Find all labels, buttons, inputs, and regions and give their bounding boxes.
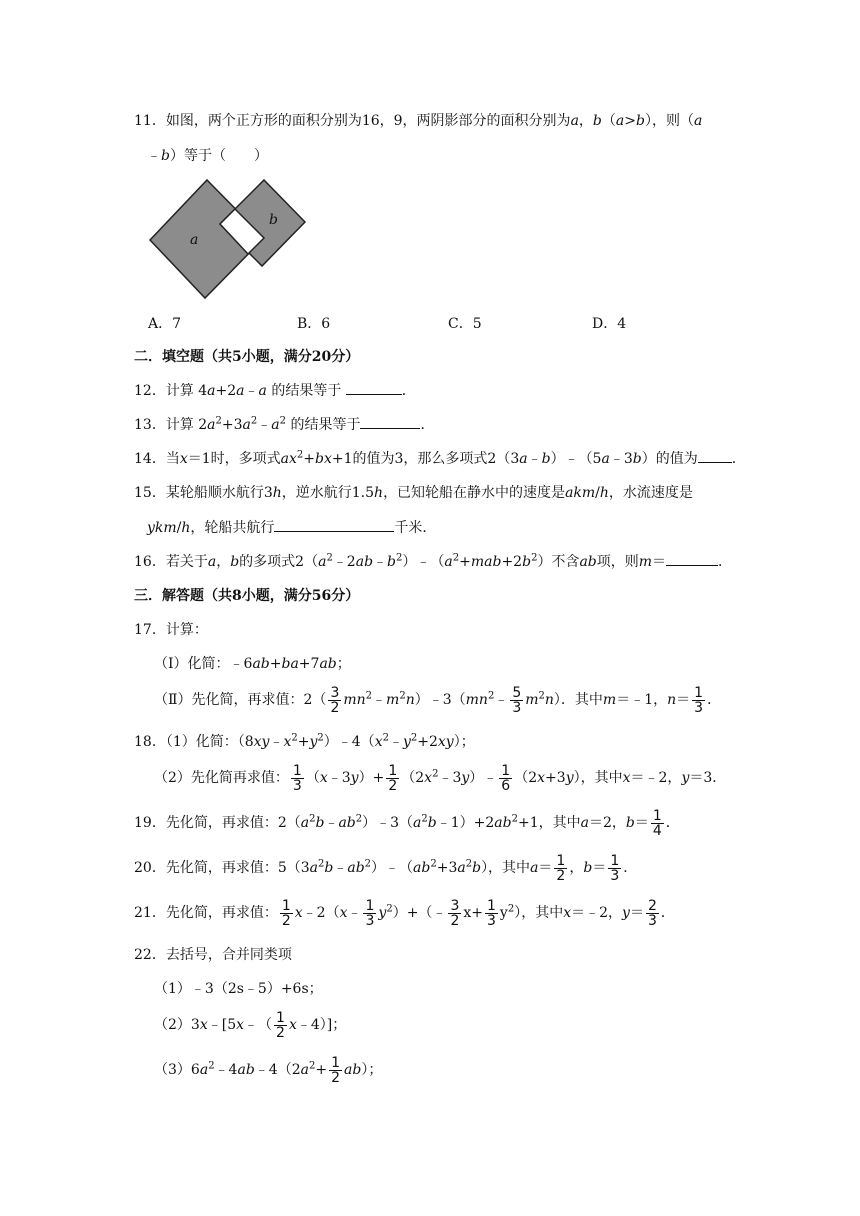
- fraction: $\frac{1}{2}$: [276, 1009, 285, 1041]
- fraction: $\frac{3}{2}$: [330, 684, 340, 716]
- q15-line1: 15．某轮船顺水航行3h，逆水航行1.5h，已知轮船在静水中的速度是akm/h，水流速度是: [134, 485, 693, 501]
- q11-option-d[interactable]: D．4: [592, 316, 627, 332]
- fraction: $\frac{1}{3}$: [694, 684, 704, 716]
- section3-heading: 三．解答题（共8小题，满分56分）: [134, 588, 360, 604]
- fraction: $\frac{1}{3}$: [365, 897, 375, 929]
- q11-line1: 11．如图，两个正方形的面积分别为16，9，两阴影部分的面积分别为a，b（a>b），则（a: [134, 113, 703, 129]
- fraction: $\frac{1}{4}$: [652, 807, 662, 839]
- q11-figure: [148, 178, 308, 300]
- q12: 12．计算 4a+2a﹣a 的结果等于 ．: [134, 380, 416, 402]
- q22-part3: $(3)6a^2﹣4ab﹣4(2a^2+$ $\frac{1}{2}$ ab）；: [154, 1054, 383, 1086]
- fraction: $\frac{2}{3}$: [647, 897, 657, 929]
- q13: 13．计算 $2a^2+3a^2﹣a^2$ 的结果等于 ．: [134, 415, 435, 433]
- q11-option-c[interactable]: C．5: [448, 316, 482, 332]
- q14: 14．当x＝1时，多项式$ax^2+bx+1$的值为3，那么多项式2（3a﹣b）﹣（5a﹣3b）的值为 ．: [134, 449, 746, 467]
- q17-title: 17．计算：: [134, 622, 208, 638]
- q20: 20．先化简，再求值：$5(3a^2b﹣ab^2)﹣(ab^2+3a^2b)$，其中a＝ $\frac{1}{2}$ ，b＝ $\frac{1}{3}$ ．: [134, 852, 638, 884]
- q21: 21．先化简，再求值： $\frac{1}{2}$ x﹣2（x﹣ $\frac{1}{3}$ $y^2)+(﹣$ $\frac{3}{2}$ x+ $\frac{1}{3}$ $y^2$），其中x＝﹣2，y＝ $\frac{2}{3}$ ．: [134, 897, 675, 929]
- answer-blank[interactable]: [360, 414, 420, 429]
- q11-option-b[interactable]: B．6: [297, 316, 331, 332]
- fraction: $\frac{1}{3}$: [292, 762, 302, 794]
- answer-blank[interactable]: [274, 517, 394, 532]
- q11-option-a[interactable]: A．7: [148, 316, 182, 332]
- fraction: $\frac{1}{3}$: [610, 852, 620, 884]
- q15-line2: ykm/h，轮船共航行 千米．: [147, 517, 436, 539]
- answer-blank[interactable]: [346, 380, 402, 395]
- fraction: $\frac{1}{2}$: [331, 1054, 341, 1086]
- q16: 16．若关于a，b的多项式$2(a^2﹣2ab﹣b^2)﹣(a^2+mab+2b^2)$不含ab项，则m＝ ．: [134, 552, 733, 570]
- q11-number: 11．: [134, 113, 166, 129]
- q17-part2: （Ⅱ）先化简，再求值：2（ $\frac{3}{2}$ $mn^2﹣m^2n)﹣3(mn^2﹣$ $\frac{5}{3}$ $m^2n$）．其中m＝﹣1，n＝ $\frac{1}{3}$ ．: [154, 684, 722, 716]
- q17-part1: （Ⅰ）化简：﹣6ab+ba+7ab；: [154, 656, 351, 672]
- answer-blank[interactable]: [698, 448, 732, 463]
- answer-blank[interactable]: [666, 551, 718, 566]
- fraction: $\frac{3}{2}$: [450, 897, 460, 929]
- q11-line2: ﹣b）等于（ ）: [147, 148, 268, 164]
- q18-part1: 18．（1）化简：$(8xy﹣x^2+y^2)﹣4(x^2﹣y^2+2xy)$；: [134, 732, 475, 750]
- fraction: $\frac{1}{2}$: [281, 897, 291, 929]
- q18-part2: （2）先化简再求值： $\frac{1}{3}$ （x﹣3y）+ $\frac{1}{2}$ $(2x^2﹣3y)﹣$ $\frac{1}{6}$ （2x+3y），其中x＝﹣2，y＝3．: [154, 762, 727, 794]
- fraction: $\frac{1}{3}$: [487, 897, 496, 929]
- label-a: a: [190, 232, 199, 248]
- q22-title: 22．去括号，合并同类项: [134, 947, 292, 963]
- fraction: $\frac{1}{2}$: [388, 762, 398, 794]
- q22-part1: （1）﹣3（2s﹣5）+6s；: [154, 981, 323, 997]
- fraction: $\frac{5}{3}$: [512, 684, 522, 716]
- fraction: $\frac{1}{2}$: [556, 852, 566, 884]
- section2-heading: 二．填空题（共5小题，满分20分）: [134, 349, 360, 365]
- q22-part2: （2）3x﹣[5x﹣（ $\frac{1}{2}$ x﹣4）]；: [154, 1009, 347, 1041]
- label-b: b: [269, 212, 278, 228]
- fraction: $\frac{1}{6}$: [501, 762, 511, 794]
- q19: 19．先化简，再求值：$2(a^2b﹣ab^2)﹣3(a^2b﹣1)+2ab^2+1$，其中a＝2，b＝ $\frac{1}{4}$ ．: [134, 807, 680, 839]
